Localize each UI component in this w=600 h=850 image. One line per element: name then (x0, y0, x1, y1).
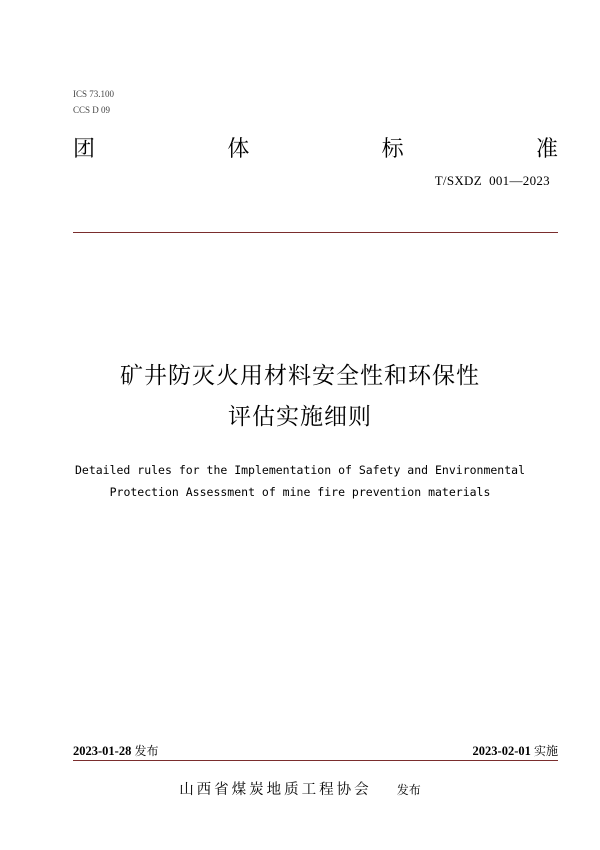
ics-code: ICS 73.100 (73, 89, 115, 99)
issue-label: 发布 (396, 783, 421, 797)
publish-date-value: 2023-01-28 (73, 744, 132, 758)
issuer-name: 山西省煤炭地质工程协会 (179, 782, 372, 798)
standard-type-char: 团 (73, 137, 96, 162)
english-title-line-2: Protection Assessment of mine fire prevention materials (109, 485, 491, 499)
publish-date-label: 发布 (134, 744, 159, 758)
standard-type-char: 准 (535, 137, 558, 162)
standard-type-char: 标 (381, 137, 404, 162)
implement-date-label: 实施 (533, 744, 558, 758)
english-title-line-1: Detailed rules for the Implementation of Safety and Environmental (74, 463, 526, 477)
chinese-title-line-2: 评估实施细则 (228, 404, 372, 430)
top-divider (73, 232, 558, 233)
implement-date-value: 2023-02-01 (472, 744, 531, 758)
ccs-code: CCS D 09 (73, 105, 111, 115)
chinese-title-line-1: 矿井防灭火用材料安全性和环保性 (120, 363, 480, 389)
publish-date (73, 742, 158, 759)
bottom-divider (73, 760, 558, 761)
implement-date (473, 742, 558, 759)
issuer-row (0, 778, 600, 799)
standard-type-char: 体 (227, 137, 250, 162)
standard-number: T/SXDZ 001—2023 (434, 173, 550, 188)
standard-type (73, 136, 558, 164)
